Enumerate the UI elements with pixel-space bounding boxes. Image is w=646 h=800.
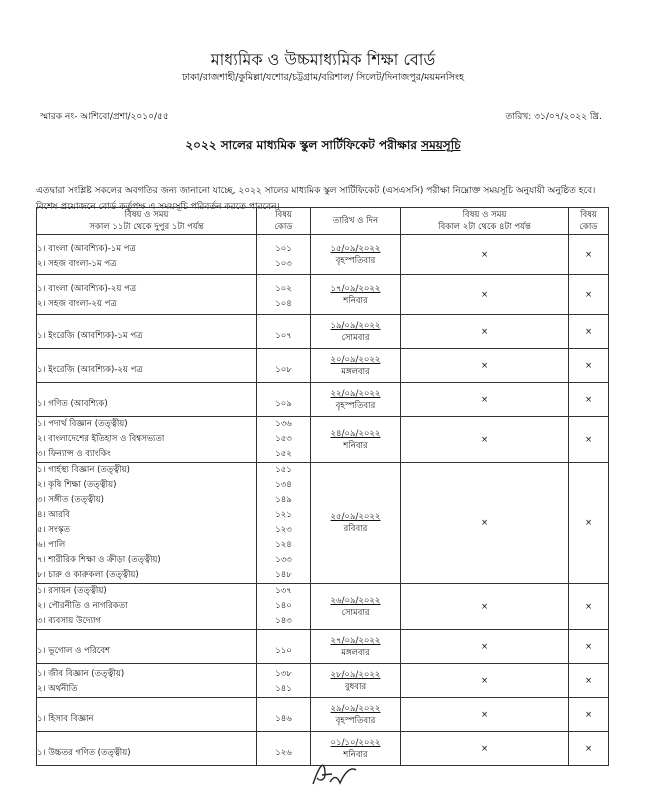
subject-cell (37, 463, 257, 584)
header-code: বিষয় কোড (257, 208, 311, 235)
afternoon-code-cell: × (569, 417, 609, 463)
date-cell (311, 630, 401, 664)
exam-date: ২৭/০৯/২০২২ (330, 635, 381, 646)
code-cell (257, 732, 311, 766)
board-title: মাধ্যমিক ও উচ্চমাধ্যমিক শিক্ষা বোর্ড (210, 50, 436, 69)
date-cell (311, 463, 401, 584)
date-cell (311, 664, 401, 698)
table-row (37, 463, 609, 584)
subject-name: ১। পদার্থ বিজ্ঞান (তত্ত্বীয়) (37, 419, 128, 429)
code-cell (257, 383, 311, 417)
header-afternoon-subject: বিষয় ও সময় বিকাল ২টা থেকে ৪টা পর্যন্ত (401, 208, 569, 235)
subject-name: ৮। চারু ও কারুকলা (তত্ত্বীয়) (37, 570, 139, 580)
exam-date: ২৯/০৯/২০২২ (330, 703, 381, 714)
date-cell (311, 275, 401, 315)
subject-code: ১২৬ (275, 747, 292, 758)
schedule-heading (0, 137, 646, 157)
exam-day: শনিবার (343, 749, 368, 760)
exam-date: ২৪/০৯/২০২২ (330, 428, 381, 439)
subject-name: ৪। আরবি (37, 510, 71, 520)
code-cell (257, 235, 311, 275)
heading-underlined: সময়সূচি (421, 138, 461, 152)
subject-name: ১। রসায়ন (তত্ত্বীয়) (37, 586, 107, 596)
subject-name: ৬। পালি (37, 540, 66, 550)
subject-code: ১০৩ (275, 259, 292, 269)
subject-code: ১০৮ (275, 364, 292, 375)
subject-name: ৩। ফিন্যান্স ও ব্যাংকিং (37, 449, 111, 459)
subject-code: ১২১ (275, 510, 292, 520)
code-cell (257, 275, 311, 315)
afternoon-code-cell: × (569, 349, 609, 383)
table-row (37, 275, 609, 315)
exam-day: রবিবার (343, 524, 368, 534)
afternoon-subject-cell: × (401, 275, 569, 315)
notice-date: তারিখ: ৩১/০৭/২০২২ খ্রি. (505, 112, 602, 122)
afternoon-code-cell: × (569, 275, 609, 315)
exam-day: সোমবার (341, 607, 370, 618)
subject-name: ৫। সংস্কৃত (37, 525, 71, 535)
table-row (37, 698, 609, 732)
intro-paragraph: এতদ্বারা সংশ্লিষ্ট সকলের অবগতির জন্য জানানো যাচ্ছে, ২০২২ সালের মাধ্যমিক স্কুল সার্টিফিকেট (এসএসসি) পরীক্ষা নিম্নোক্ত সময়সূচি অনুযায়ী অনুষ্ঠিত হবে। বিশেষ প্রয়োজনে বোর্ড কর্তৃপক্ষ এ সময়সূচি পরিবর্তন করতে পারবেন। (36, 186, 596, 212)
exam-day: শনিবার (343, 295, 368, 306)
afternoon-code-cell: × (569, 664, 609, 698)
subject-name: ১। গণিত (আবশ্যিক) (37, 398, 108, 409)
afternoon-subject-cell: × (401, 698, 569, 732)
subject-code: ১৩৭ (275, 586, 292, 596)
subject-name: ১। ইংরেজি (আবশ্যিক)-২য় পত্র (37, 364, 143, 375)
subject-code: ১২৪ (275, 540, 292, 550)
subject-name: ২। পৌরনীতি ও নাগরিকতা (37, 601, 128, 611)
table-row (37, 235, 609, 275)
subject-cell (37, 732, 257, 766)
subject-code: ১৩৮ (275, 668, 292, 679)
table-row (37, 630, 609, 664)
subject-name: ২। কৃষি শিক্ষা (তত্ত্বীয়) (37, 480, 117, 490)
subject-code: ১৪৩ (275, 616, 292, 626)
subject-code: ১২৩ (275, 525, 292, 535)
exam-date: ২৬/০৯/২০২২ (330, 595, 381, 606)
exam-date: ২০/০৯/২০২২ (330, 354, 381, 365)
exam-date: ২৮/০৯/২০২২ (330, 669, 381, 680)
board-cities: ঢাকা/রাজশাহী/কুমিল্লা/যশোর/চট্টগ্রাম/বরিশাল/ সিলেট/দিনাজপুর/ময়মনসিংহ (182, 72, 464, 83)
subject-name: ২। বাংলাদেশের ইতিহাস ও বিশ্বসভ্যতা (37, 434, 165, 444)
subject-cell (37, 275, 257, 315)
exam-day: বুধবার (344, 681, 367, 692)
signature (310, 758, 362, 790)
date-cell (311, 383, 401, 417)
subject-name: ২। অর্থনীতি (37, 683, 78, 694)
subject-cell (37, 698, 257, 732)
table-row (37, 315, 609, 349)
date-cell (311, 349, 401, 383)
subject-code: ১৩৩ (275, 555, 292, 565)
date-cell (311, 235, 401, 275)
table-row (37, 349, 609, 383)
subject-name: ৩। ব্যবসায় উদ্যোগ (37, 616, 101, 626)
subject-name: ৭। শারীরিক শিক্ষা ও ক্রীড়া (তত্ত্বীয়) (37, 555, 161, 565)
afternoon-subject-cell: × (401, 349, 569, 383)
subject-name: ১। গার্হস্থ্য বিজ্ঞান (তত্ত্বীয়) (37, 465, 130, 475)
exam-date: ১৯/০৯/২০২২ (330, 320, 381, 331)
exam-day: শনিবার (343, 440, 368, 451)
table-row (37, 664, 609, 698)
heading-prefix: ২০২২ সালের মাধ্যমিক স্কুল সার্টিফিকেট পরীক্ষার (185, 138, 422, 152)
header-subject: বিষয় ও সময় সকাল ১১টা থেকে দুপুর ১টা পর্যন্ত (37, 208, 257, 235)
afternoon-subject-cell: × (401, 664, 569, 698)
code-cell (257, 315, 311, 349)
afternoon-code-cell: × (569, 584, 609, 630)
subject-code: ১৪৯ (275, 495, 292, 505)
subject-code: ১০১ (275, 244, 292, 254)
exam-day: বৃহস্পতিবার (335, 400, 376, 411)
table-row (37, 383, 609, 417)
header-afternoon-code: বিষয় কোড (569, 208, 609, 235)
exam-date: ২৫/০৯/২০২২ (330, 512, 381, 522)
afternoon-subject-cell: × (401, 315, 569, 349)
exam-date: ০১/১০/২০২২ (330, 737, 381, 748)
subject-name: ২। সহজ বাংলা-১ম পত্র (37, 259, 117, 269)
exam-day: মঙ্গলবার (341, 366, 370, 377)
subject-code: ১০২ (275, 284, 292, 294)
subject-code: ১০৯ (275, 398, 292, 409)
table-row (37, 584, 609, 630)
subject-name: ১। ইংরেজি (আবশ্যিক)-১ম পত্র (37, 330, 143, 341)
subject-code: ১৫৩ (275, 434, 292, 444)
code-cell (257, 698, 311, 732)
exam-day: মঙ্গলবার (341, 647, 370, 658)
code-cell (257, 584, 311, 630)
subject-code: ১০৪ (275, 299, 292, 309)
memo-number: স্মারক নং- আশিবো/প্রশা/২০১০/৫৫ (40, 112, 169, 122)
afternoon-code-cell: × (569, 235, 609, 275)
subject-name: ১। জীব বিজ্ঞান (তত্ত্বীয়) (37, 668, 125, 679)
exam-date: ২২/০৯/২০২২ (330, 388, 381, 399)
schedule-table (36, 207, 609, 766)
exam-day: বৃহস্পতিবার (335, 715, 376, 726)
subject-name: ১। ভূগোল ও পরিবেশ (37, 645, 111, 656)
afternoon-subject-cell: × (401, 463, 569, 584)
exam-date: ১৭/০৯/২০২২ (330, 283, 381, 294)
date-cell (311, 417, 401, 463)
subject-code: ১১০ (275, 645, 292, 656)
subject-code: ১৩৬ (275, 419, 292, 429)
afternoon-subject-cell: × (401, 732, 569, 766)
subject-name: ৩। সঙ্গীত (তত্ত্বীয়) (37, 495, 104, 505)
exam-day: সোমবার (341, 332, 370, 343)
afternoon-code-cell: × (569, 630, 609, 664)
afternoon-code-cell: × (569, 698, 609, 732)
date-cell (311, 698, 401, 732)
subject-cell (37, 383, 257, 417)
exam-day: বৃহস্পতিবার (335, 255, 376, 266)
subject-code: ১৫২ (275, 449, 292, 459)
afternoon-code-cell: × (569, 383, 609, 417)
table-header-row (37, 208, 609, 235)
date-cell (311, 315, 401, 349)
afternoon-subject-cell: × (401, 417, 569, 463)
code-cell (257, 463, 311, 584)
header-date: তারিখ ও দিন (311, 208, 401, 235)
afternoon-subject-cell: × (401, 235, 569, 275)
code-cell (257, 349, 311, 383)
afternoon-code-cell: × (569, 315, 609, 349)
code-cell (257, 630, 311, 664)
afternoon-code-cell: × (569, 463, 609, 584)
subject-code: ১৪৮ (275, 570, 292, 580)
afternoon-subject-cell: × (401, 630, 569, 664)
code-cell (257, 417, 311, 463)
subject-name: ২। সহজ বাংলা-২য় পত্র (37, 299, 117, 309)
afternoon-code-cell: × (569, 732, 609, 766)
subject-code: ১৪৬ (275, 713, 292, 724)
subject-code: ১৪১ (275, 683, 292, 694)
afternoon-subject-cell: × (401, 584, 569, 630)
date-cell (311, 584, 401, 630)
table-row (37, 417, 609, 463)
subject-code: ১০৭ (275, 330, 292, 341)
exam-date: ১৫/০৯/২০২২ (330, 243, 381, 254)
subject-code: ১৪০ (275, 601, 292, 611)
subject-cell (37, 315, 257, 349)
subject-code: ১৩৪ (275, 480, 292, 490)
code-cell (257, 664, 311, 698)
subject-cell (37, 664, 257, 698)
subject-cell (37, 235, 257, 275)
afternoon-subject-cell: × (401, 383, 569, 417)
subject-name: ১। হিসাব বিজ্ঞান (37, 713, 94, 724)
subject-cell (37, 417, 257, 463)
subject-name: ১। উচ্চতর গণিত (তত্ত্বীয়) (37, 747, 131, 758)
subject-cell (37, 584, 257, 630)
subject-name: ১। বাংলা (আবশ্যিক)-২য় পত্র (37, 284, 137, 294)
subject-name: ১। বাংলা (আবশ্যিক)-১ম পত্র (37, 244, 136, 254)
subject-cell (37, 349, 257, 383)
subject-cell (37, 630, 257, 664)
subject-code: ১৫১ (275, 465, 292, 475)
